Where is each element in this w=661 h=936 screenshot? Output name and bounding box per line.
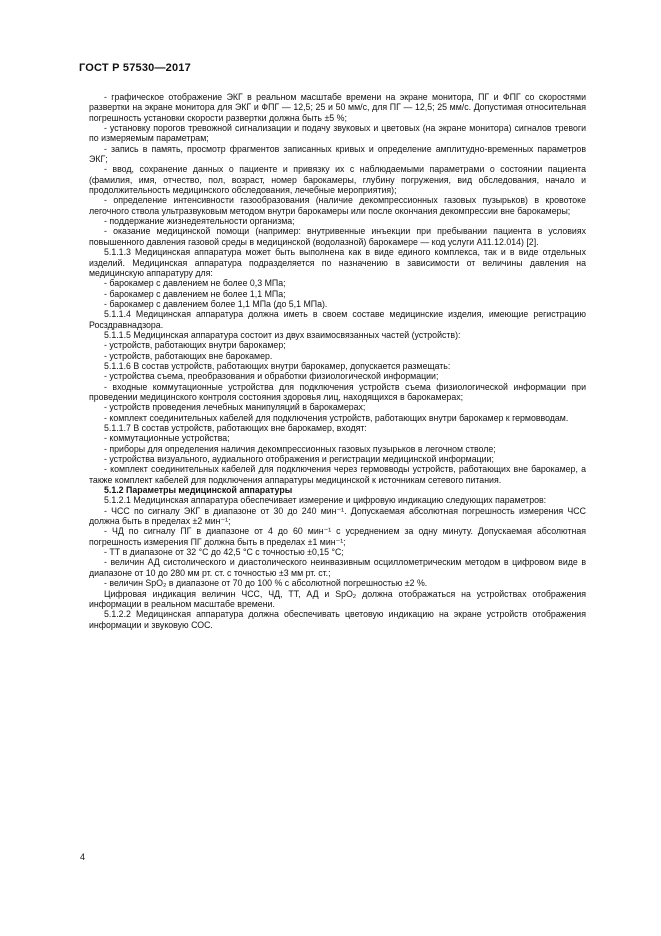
paragraph: - устройств проведения лечебных манипуляций в барокамерах;	[104, 402, 366, 413]
paragraph: - комплект соединительных кабелей для подключения устройств, работающих внутри барокамер к гермовводам.	[104, 412, 569, 423]
paragraph: - запись в память, просмотр фрагментов записанных кривых и определение амплитудно-временных параметров ЭКГ;	[89, 143, 586, 165]
paragraph: - ТТ в диапазоне от 32 °С до 42,5 °С с точностью ±0,15 °С;	[104, 547, 344, 558]
paragraph: - поддержание жизнедеятельности организма;	[104, 216, 295, 227]
paragraph: 5.1.1.7 В состав устройств, работающих вне барокамер, входят:	[104, 423, 367, 433]
paragraph: - входные коммутационные устройства для подключения устройств съема физиологической информации при проведении медицинского контроля состояния здоровья лиц, находящихся в барокамерах;	[89, 381, 586, 402]
document-body	[89, 92, 586, 630]
document-header: ГОСТ Р 57530—2017	[79, 62, 191, 74]
paragraph: 5.1.2.1 Медицинская аппаратура обеспечивает измерение и цифровую индикацию следующих параметров:	[104, 495, 547, 506]
paragraph: - установку порогов тревожной сигнализации и подачу звуковых и цветовых (на экране монитора) сигналов тревоги по измеряемым параметрам;	[89, 123, 586, 144]
paragraph: 5.1.2.2 Медицинская аппаратура должна обеспечивать цветовую индикацию на экране устройств отображения информации и звуковую СОС.	[89, 609, 586, 630]
paragraph: - устройства съема, преобразования и обработки физиологической информации;	[104, 371, 439, 382]
paragraph: - оказание медицинской помощи (например: внутривенные инъекции при пребывании пациента в условиях повышенного давления газовой среды в медицинской (водолазной) барокамере — код услуги А11.12.014) [2].	[89, 226, 586, 247]
paragraph: - устройств, работающих внутри барокамер;	[104, 340, 286, 351]
section-heading: 5.1.2 Параметры медицинской аппаратуры	[104, 485, 293, 496]
paragraph: Цифровая индикация величин ЧСС, ЧД, ТТ, АД и SpO₂ должна отображаться на устройствах отображения информации в реальном масштабе времени.	[89, 588, 586, 609]
paragraph: - ЧСС по сигналу ЭКГ в диапазоне от 30 до 240 мин⁻¹. Допускаемая абсолютная погрешность измерения ЧСС должна быть в пределах ±2 мин⁻¹;	[89, 505, 586, 527]
paragraph: - определение интенсивности газообразования (наличие декомпрессионных газовых пузырьков) в кровотоке легочного ствола ультразвуковым методом внутри барокамеры или после окончания декомпрессии вне барокамеры;	[89, 195, 586, 216]
paragraph: - величин SpO₂ в диапазоне от 70 до 100 % с абсолютной погрешностью ±2 %.	[104, 578, 428, 589]
paragraph: 5.1.1.5 Медицинская аппаратура состоит из двух взаимосвязанных частей (устройств):	[104, 329, 461, 340]
paragraph: 5.1.1.3 Медицинская аппаратура может быть выполнена как в виде единого комплекса, так и в виде отдельных изделий. Медицинская аппаратура подразделяется по назначению в зависимости от величины давления на медицинскую аппаратуру для:	[89, 247, 586, 278]
paragraph: - устройств, работающих вне барокамер.	[104, 350, 273, 361]
paragraph: - коммутационные устройства;	[104, 433, 230, 444]
paragraph: - устройства визуального, аудиального отображения и регистрации медицинской информации;	[104, 454, 494, 465]
paragraph: - графическое отображение ЭКГ в реальном масштабе времени на экране монитора, ПГ и ФПГ со скоростями развертки на экране монитора для ЭКГ и ФПГ — 12,5; 25 и 50 мм/с, для ПГ — 12,5; 25 мм/с. Допустимая относительная погрешность установки скорости развертки должна быть ±5 %;	[89, 92, 586, 123]
paragraph: - приборы для определения наличия декомпрессионных газовых пузырьков в легочном стволе;	[104, 443, 496, 454]
paragraph: - барокамер с давлением более 1,1 МПа (до 5,1 МПа).	[104, 298, 328, 309]
paragraph: - комплект соединительных кабелей для подключения через гермовводы устройств, работающих вне барокамер, а также комплект кабелей для подключения аппаратуры медицинской к источникам сетевого питания.	[89, 464, 586, 485]
paragraph: - ввод, сохранение данных о пациенте и привязку их с наблюдаемыми параметрами о состоянии пациента (фамилия, имя, отчество, пол, возраст, номер барокамеры, глубину погружения, вид обследования, начало и продолжительность медицинского обследования, лечебные мероприятия);	[89, 164, 586, 196]
paragraph: - величин АД систолического и диастолического неинвазивным осциллометрическим методом в цифровом виде в диапазоне от 10 до 280 мм рт. ст. с точностью ±3 мм рт. ст.;	[89, 557, 586, 578]
paragraph: - барокамер с давлением не более 1,1 МПа;	[104, 288, 286, 299]
page-number: 4	[80, 852, 86, 862]
paragraph: 5.1.1.6 В состав устройств, работающих внутри барокамер, допускается размещать:	[104, 360, 451, 371]
paragraph: 5.1.1.4 Медицинская аппаратура должна иметь в своем составе медицинские изделия, имеющие регистрацию Росздравнадзора.	[89, 309, 586, 330]
paragraph: - ЧД по сигналу ПГ в диапазоне от 4 до 60 мин⁻¹ с усреднением за одну минуту. Допускаемая абсолютная погрешность измерения ПГ должна быть в пределах ±1 мин⁻¹;	[89, 526, 586, 547]
paragraph: - барокамер с давлением не более 0,3 МПа;	[104, 278, 286, 289]
